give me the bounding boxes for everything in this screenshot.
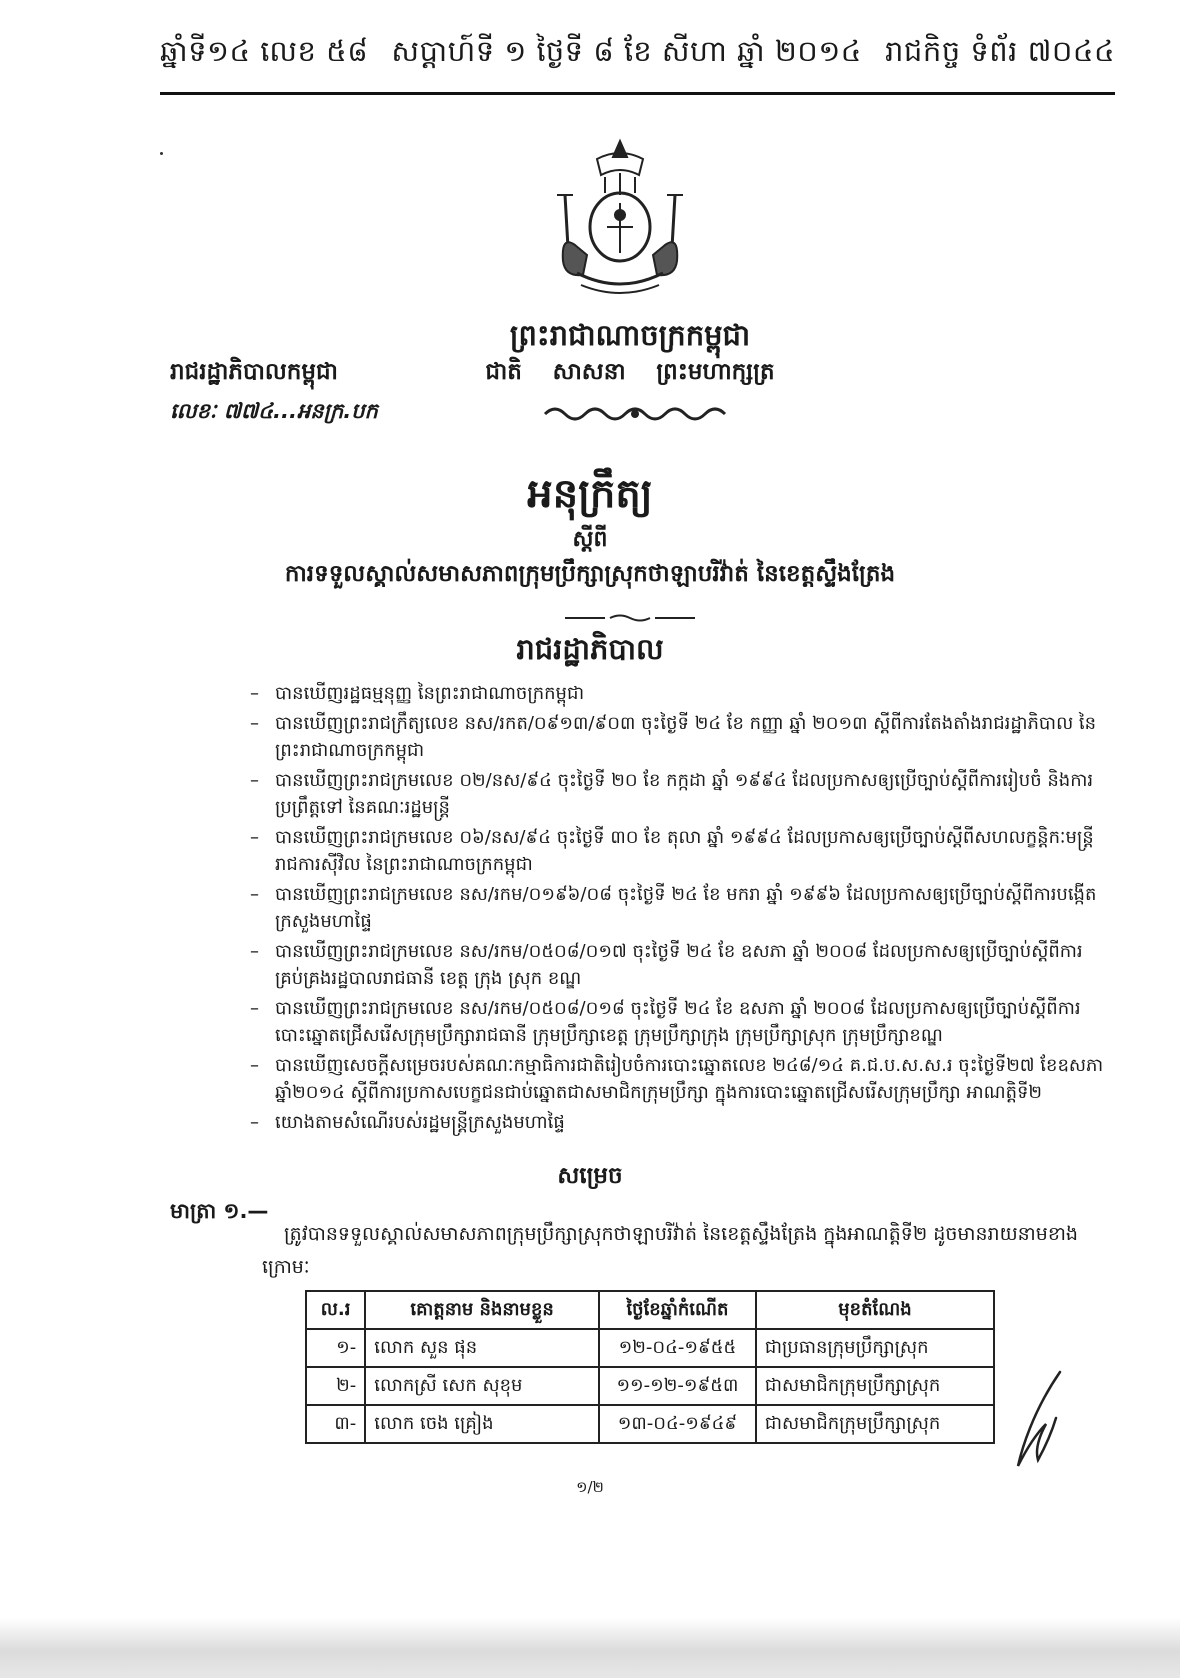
scan-edge-shadow <box>0 1618 1180 1678</box>
article-label: មាត្រា ១.— <box>170 1199 269 1223</box>
row-number: ១- <box>306 1329 365 1367</box>
gazette-page-ref: រាជកិច្ច ទំព័រ ៧០៤៤ <box>885 34 1115 68</box>
column-header: ថ្ងៃខែឆ្នាំកំណើត <box>599 1291 756 1329</box>
row-number: ៣- <box>306 1405 365 1443</box>
member-birthdate: ១២-០៤-១៩៥៥ <box>599 1329 756 1367</box>
clause-text: បានឃើញព្រះរាជក្រឹត្យលេខ នស/រកត/០៩១៣/៩០៣ ចុះថ្ងៃទី ២៤ ខែ កញ្ញា ឆ្នាំ ២០១៣ ស្តីពីការតែងតាំងរាជរដ្ឋាភិបាល នៃព្រះរាជាណាចក្រកម្ពុជា <box>275 713 1097 761</box>
preamble-clause: – បានឃើញព្រះរាជក្រឹត្យលេខ នស/រកត/០៩១៣/៩០៣ ចុះថ្ងៃទី ២៤ ខែ កញ្ញា ឆ្នាំ ២០១៣ ស្តីពីការតែងតាំងរាជរដ្ឋាភិបាល នៃព្រះរាជាណាចក្រកម្ពុជា <box>250 713 1097 761</box>
column-header: មុខតំណែង <box>756 1291 994 1329</box>
kingdom-title: ព្រះរាជាណាចក្រកម្ពុជា <box>509 318 751 352</box>
member-role: ជាសមាជិកក្រុមប្រឹក្សាស្រុក <box>756 1405 994 1443</box>
preamble-clauses <box>250 680 1110 1139</box>
government-name: រាជរដ្ឋាភិបាលកម្ពុជា <box>170 359 338 385</box>
subject-divider-icon <box>565 613 695 623</box>
issuer-heading: រាជរដ្ឋាភិបាល <box>516 632 664 666</box>
document-number: លេខៈ ៧៧៤...អនក្រ.បក <box>170 399 378 423</box>
motto-nation: ជាតិ <box>485 359 522 385</box>
ornament-divider-icon <box>540 402 730 424</box>
gazette-week-date: សប្តាហ៍ទី ១ ថ្ងៃទី ៨ ខែ សីហា ឆ្នាំ ២០១៤ <box>391 34 862 68</box>
preamble-clause: – បានឃើញព្រះរាជក្រមលេខ នស/រកម/០៥០៨/០១៧ ចុះថ្ងៃទី ២៤ ខែ ឧសភា ឆ្នាំ ២០០៨ ដែលប្រកាសឲ្យប្រើច្បាប់ស្តីពីការគ្រប់គ្រងរដ្ឋបាលរាជធានី ខេត្ត ក្រុង ស្រុក ខណ្ឌ <box>250 941 1083 989</box>
gazette-header <box>160 30 1115 80</box>
clause-text: បានឃើញរដ្ឋធម្មនុញ្ញ នៃព្រះរាជាណាចក្រកម្ពុជា <box>275 683 585 704</box>
member-role: ជាសមាជិកក្រុមប្រឹក្សាស្រុក <box>756 1367 994 1405</box>
gazette-year-number: ឆ្នាំទី១៤ លេខ ៥៨ <box>160 34 369 68</box>
document-subject: ការទទួលស្គាល់សមាសភាពក្រុមប្រឹក្សាស្រុកថាឡាបរិវ៉ាត់ នៃខេត្តស្ទឹងត្រែង <box>284 561 896 587</box>
document-type: អនុក្រឹត្យ <box>527 471 653 517</box>
table-header-row <box>306 1291 994 1329</box>
row-number: ២- <box>306 1367 365 1405</box>
member-birthdate: ១១-១២-១៩៥៣ <box>599 1367 756 1405</box>
header-rule <box>160 92 1115 95</box>
scan-speck <box>160 152 163 155</box>
preamble-clause: – បានឃើញព្រះរាជក្រមលេខ ០៦/នស/៩៤ ចុះថ្ងៃទី ៣០ ខែ តុលា ឆ្នាំ ១៩៩៤ ដែលប្រកាសឲ្យប្រើច្បាប់ស្តីពីសហលក្ខន្តិកៈមន្ត្រីរាជការស៊ីវិល នៃព្រះរាជាណាចក្រកម្ពុជា <box>250 827 1094 875</box>
council-members-table <box>305 1290 995 1444</box>
article-text: ត្រូវបានទទួលស្គាល់សមាសភាពក្រុមប្រឹក្សាស្រុកថាឡាបរិវ៉ាត់ នៃខេត្តស្ទឹងត្រែង ក្នុងអាណត្តិទី២ ដូចមានរាយនាមខាងក្រោមៈ <box>262 1223 1078 1278</box>
member-birthdate: ១៣-០៤-១៩៤៩ <box>599 1405 756 1443</box>
motto-king: ព្រះមហាក្សត្រ <box>656 359 775 385</box>
clause-text: បានឃើញព្រះរាជក្រមលេខ នស/រកម/០៥០៨/០១៨ ចុះថ្ងៃទី ២៤ ខែ ឧសភា ឆ្នាំ ២០០៨ ដែលប្រកាសឲ្យប្រើច្បាប់ស្តីពីការបោះឆ្នោតជ្រើសរើសក្រុមប្រឹក្សារាជធានី ក្រុមប្រឹក្សាខេត្ត ក្រុមប្រឹក្សាក្រុង ក្រុមប្រឹក្សាស្រុក ក្រុមប្រឹក្សាខណ្ឌ <box>275 998 1081 1046</box>
member-role: ជាប្រធានក្រុមប្រឹក្សាស្រុក <box>756 1329 994 1367</box>
clause-text: បានឃើញព្រះរាជក្រមលេខ នស/រកម/០១៩៦/០៨ ចុះថ្ងៃទី ២៤ ខែ មករា ឆ្នាំ ១៩៩៦ ដែលប្រកាសឲ្យប្រើច្បាប់ស្តីពីការបង្កើតក្រសួងមហាផ្ទៃ <box>275 884 1097 932</box>
preamble-clause: – បានឃើញព្រះរាជក្រមលេខ ០២/នស/៩៤ ចុះថ្ងៃទី ២០ ខែ កក្កដា ឆ្នាំ ១៩៩៤ ដែលប្រកាសឲ្យប្រើច្បាប់ស្តីពីការរៀបចំ និងការប្រព្រឹត្តទៅ នៃគណៈរដ្ឋមន្ត្រី <box>250 770 1094 818</box>
clause-text: បានឃើញព្រះរាជក្រមលេខ ០២/នស/៩៤ ចុះថ្ងៃទី ២០ ខែ កក្កដា ឆ្នាំ ១៩៩៤ ដែលប្រកាសឲ្យប្រើច្បាប់ស្តីពីការរៀបចំ និងការប្រព្រឹត្តទៅ នៃគណៈរដ្ឋមន្ត្រី <box>275 770 1094 818</box>
initial-signature-icon <box>1012 1368 1067 1473</box>
member-name: លោក សួន ផុន <box>365 1329 599 1367</box>
column-header: ល.រ <box>306 1291 365 1329</box>
table-row <box>306 1329 994 1367</box>
table-row <box>306 1405 994 1443</box>
clause-text: បានឃើញសេចក្តីសម្រេចរបស់គណៈកម្មាធិការជាតិរៀបចំការបោះឆ្នោតលេខ ២៤៨/១៤ គ.ជ.ប.ស.ស.រ ចុះថ្ងៃទី២៧ ខែឧសភា ឆ្នាំ២០១៤ ស្តីពីការប្រកាសបេក្ខជនជាប់ឆ្នោតជាសមាជិកក្រុមប្រឹក្សា ក្នុងការបោះឆ្នោតជ្រើសរើសក្រុមប្រឹក្សា អាណត្តិទី២ <box>275 1055 1104 1103</box>
member-name: លោកស្រី សេក សុខុម <box>365 1367 599 1405</box>
member-name: លោក ចេង គ្រៀង <box>365 1405 599 1443</box>
motto-religion: សាសនា <box>552 359 626 385</box>
clause-text: បានឃើញព្រះរាជក្រមលេខ នស/រកម/០៥០៨/០១៧ ចុះថ្ងៃទី ២៤ ខែ ឧសភា ឆ្នាំ ២០០៨ ដែលប្រកាសឲ្យប្រើច្បាប់ស្តីពីការគ្រប់គ្រងរដ្ឋបាលរាជធានី ខេត្ត ក្រុង ស្រុក ខណ្ឌ <box>275 941 1083 989</box>
royal-arms-emblem-icon <box>535 135 705 305</box>
preamble-clause: – បានឃើញសេចក្តីសម្រេចរបស់គណៈកម្មាធិការជាតិរៀបចំការបោះឆ្នោតលេខ ២៤៨/១៤ គ.ជ.ប.ស.ស.រ ចុះថ្ងៃទី២៧ ខែឧសភា ឆ្នាំ២០១៤ ស្តីពីការប្រកាសបេក្ខជនជាប់ឆ្នោតជាសមាជិកក្រុមប្រឹក្សា ក្នុងការបោះឆ្នោតជ្រើសរើសក្រុមប្រឹក្សា អាណត្តិទី២ <box>250 1055 1104 1103</box>
clause-text: យោងតាមសំណើរបស់រដ្ឋមន្ត្រីក្រសួងមហាផ្ទៃ <box>275 1112 565 1133</box>
preamble-clause: – យោងតាមសំណើរបស់រដ្ឋមន្ត្រីក្រសួងមហាផ្ទៃ <box>250 1112 565 1133</box>
column-header: គោត្តនាម និងនាមខ្លួន <box>365 1291 599 1329</box>
preamble-clause: – បានឃើញព្រះរាជក្រមលេខ នស/រកម/០៥០៨/០១៨ ចុះថ្ងៃទី ២៤ ខែ ឧសភា ឆ្នាំ ២០០៨ ដែលប្រកាសឲ្យប្រើច្បាប់ស្តីពីការបោះឆ្នោតជ្រើសរើសក្រុមប្រឹក្សារាជធានី ក្រុមប្រឹក្សាខេត្ត ក្រុមប្រឹក្សាក្រុង ក្រុមប្រឹក្សាស្រុក ក្រុមប្រឹក្សាខណ្ឌ <box>250 998 1081 1046</box>
clause-text: បានឃើញព្រះរាជក្រមលេខ ០៦/នស/៩៤ ចុះថ្ងៃទី ៣០ ខែ តុលា ឆ្នាំ ១៩៩៤ ដែលប្រកាសឲ្យប្រើច្បាប់ស្តីពីសហលក្ខន្តិកៈមន្ត្រីរាជការស៊ីវិល នៃព្រះរាជាណាចក្រកម្ពុជា <box>275 827 1094 875</box>
preamble-clause: – បានឃើញរដ្ឋធម្មនុញ្ញ នៃព្រះរាជាណាចក្រកម្ពុជា <box>250 683 585 704</box>
preamble-clause: – បានឃើញព្រះរាជក្រមលេខ នស/រកម/០១៩៦/០៨ ចុះថ្ងៃទី ២៤ ខែ មករា ឆ្នាំ ១៩៩៦ ដែលប្រកាសឲ្យប្រើច្បាប់ស្តីពីការបង្កើតក្រសួងមហាផ្ទៃ <box>250 884 1097 932</box>
page-number: ១/២ <box>576 1478 604 1496</box>
decision-heading: សម្រេច <box>557 1163 623 1189</box>
national-motto <box>470 358 790 391</box>
about-label: ស្តីពី <box>572 527 608 552</box>
table-row <box>306 1367 994 1405</box>
